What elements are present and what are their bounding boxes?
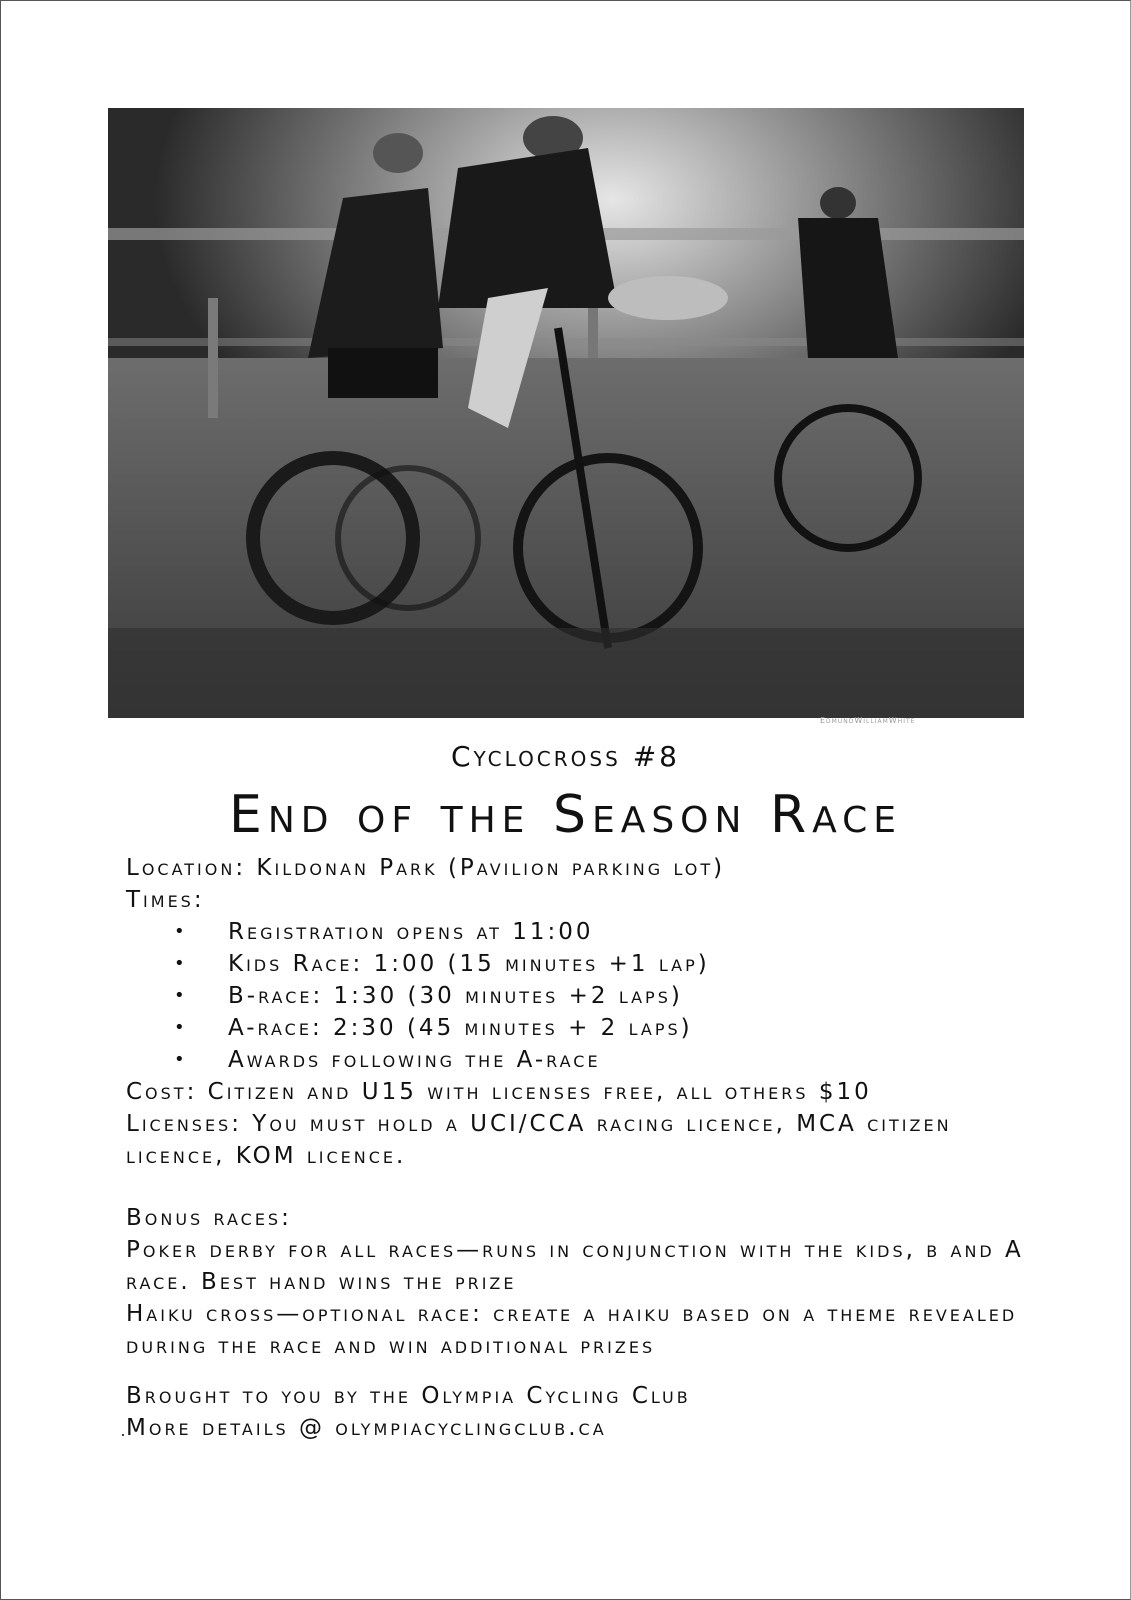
list-item: • Kids Race: 1:00 (15 minutes +1 lap) <box>228 948 1046 980</box>
location-line: Location: Kildonan Park (Pavilion parking lot) <box>126 855 726 881</box>
bonus-label: Bonus races: <box>126 1205 292 1231</box>
spacer <box>126 1362 1046 1380</box>
times-list <box>126 916 1046 1076</box>
cost-line: Cost: Citizen and U15 with licenses free, all others $10 <box>126 1079 872 1105</box>
event-title: End of the Season Race <box>229 785 902 845</box>
licenses-line: Licenses: You must hold a UCI/CCA racing licence, MCA citizen licence, KOM licence. <box>126 1111 952 1169</box>
bonus-poker-derby: Poker derby for all races—runs in conjunction with the kids, b and A race. Best hand wins the prize <box>126 1237 1024 1295</box>
spacer <box>126 1172 1046 1202</box>
photo-credit: EdmundWilliamWhite <box>820 716 916 725</box>
cyclocross-riders-photo-icon <box>108 108 1024 718</box>
more-details-line: More details @ olympiacyclingclub.ca <box>126 1415 607 1441</box>
event-subtitle: Cyclocross #8 <box>451 740 680 773</box>
times-label: Times: <box>126 887 205 913</box>
event-details <box>126 852 1046 1444</box>
stray-dot <box>122 1434 124 1436</box>
brought-by-line: Brought to you by the Olympia Cycling Club <box>126 1383 691 1409</box>
list-item: • Registration opens at 11:00 <box>228 916 1046 948</box>
list-item: • B-race: 1:30 (30 minutes +2 laps) <box>228 980 1046 1012</box>
list-item: • Awards following the A-race <box>228 1044 1046 1076</box>
bonus-haiku-cross: Haiku cross—optional race: create a haiku based on a theme revealed during the race and win additional prizes <box>126 1301 1018 1359</box>
list-item: • A-race: 2:30 (45 minutes + 2 laps) <box>228 1012 1046 1044</box>
